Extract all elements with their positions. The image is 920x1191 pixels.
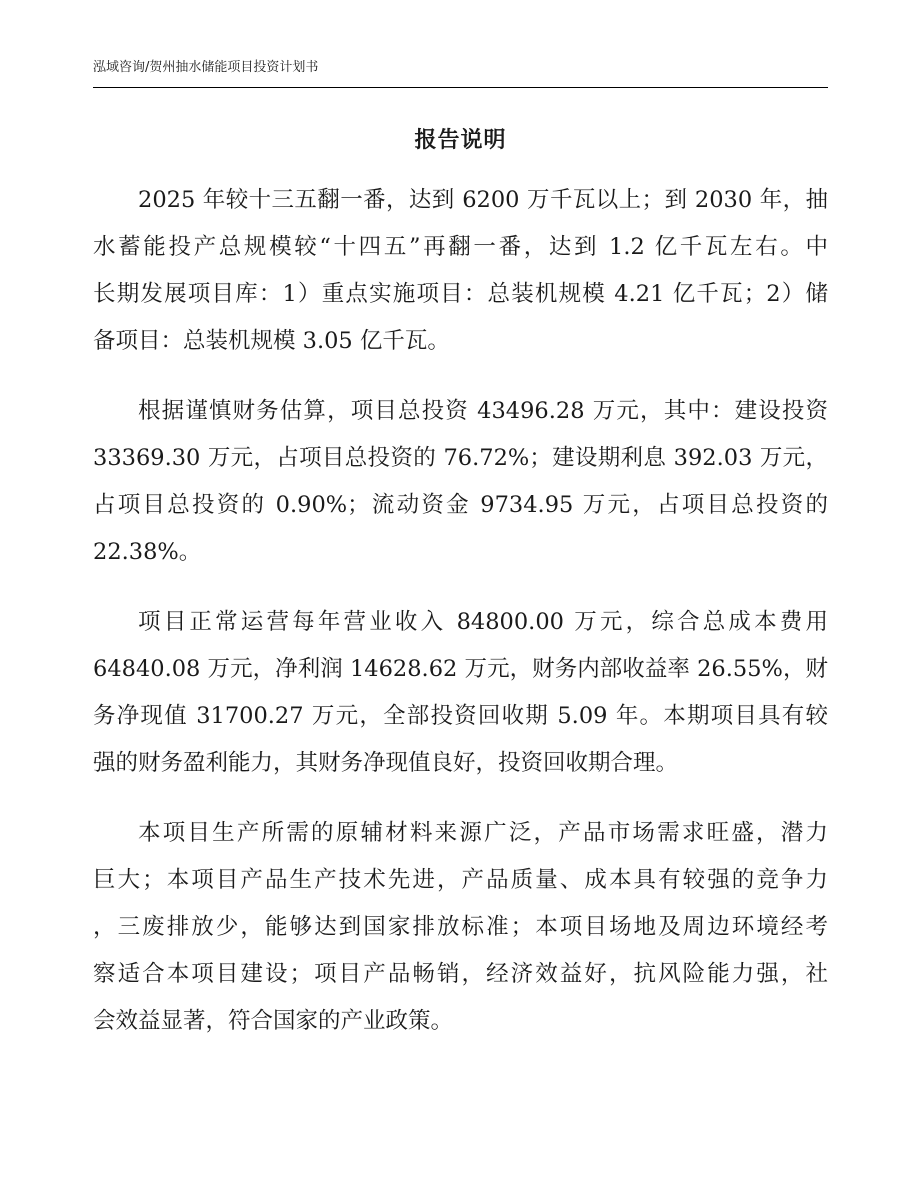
running-header: 泓域咨询/贺州抽水储能项目投资计划书 <box>93 60 319 75</box>
paragraph-line: 务净现值 31700.27 万元，全部投资回收期 5.09 年。本期项目具有较 <box>93 703 828 729</box>
paragraph-line: 项目正常运营每年营业收入 84800.00 万元，综合总成本费用 <box>138 609 828 635</box>
paragraph-line: 察适合本项目建设；项目产品畅销，经济效益好，抗风险能力强，社 <box>93 961 828 987</box>
paragraph-line: 33369.30 万元，占项目总投资的 76.72%；建设期利息 392.03 万元， <box>93 445 828 471</box>
paragraph-line: 根据谨慎财务估算，项目总投资 43496.28 万元，其中：建设投资 <box>138 398 828 424</box>
paragraph-line: 22.38%。 <box>93 539 202 565</box>
paragraph-line: 本项目生产所需的原辅材料来源广泛，产品市场需求旺盛，潜力 <box>138 820 828 846</box>
paragraph-line: 长期发展项目库：1）重点实施项目：总装机规模 4.21 亿千瓦；2）储 <box>93 281 828 307</box>
header-divider <box>93 87 828 88</box>
paragraph-line: 会效益显著，符合国家的产业政策。 <box>93 1008 454 1034</box>
paragraph-line: 巨大；本项目产品生产技术先进，产品质量、成本具有较强的竞争力 <box>93 867 828 893</box>
page-title: 报告说明 <box>414 128 507 153</box>
paragraph-investment-estimate <box>93 388 828 576</box>
paragraph-line: 2025 年较十三五翻一番，达到 6200 万千瓦以上；到 2030 年，抽 <box>138 187 828 213</box>
report-body <box>93 177 828 1068</box>
paragraph-line: 强的财务盈利能力，其财务净现值良好，投资回收期合理。 <box>93 750 679 776</box>
paragraph-line: 64840.08 万元，净利润 14628.62 万元，财务内部收益率 26.55%，财 <box>93 656 828 682</box>
paragraph-line: 占项目总投资的 0.90%；流动资金 9734.95 万元，占项目总投资的 <box>93 492 828 518</box>
paragraph-line: ，三废排放少，能够达到国家排放标准；本项目场地及周边环境经考 <box>93 914 828 940</box>
paragraph-project-advantages <box>93 810 828 1045</box>
paragraph-line: 备项目：总装机规模 3.05 亿千瓦。 <box>93 328 450 354</box>
paragraph-financial-returns <box>93 599 828 787</box>
paragraph-line: 水蓄能投产总规模较“十四五”再翻一番，达到 1.2 亿千瓦左右。中 <box>93 234 828 260</box>
paragraph-capacity-targets <box>93 177 828 365</box>
